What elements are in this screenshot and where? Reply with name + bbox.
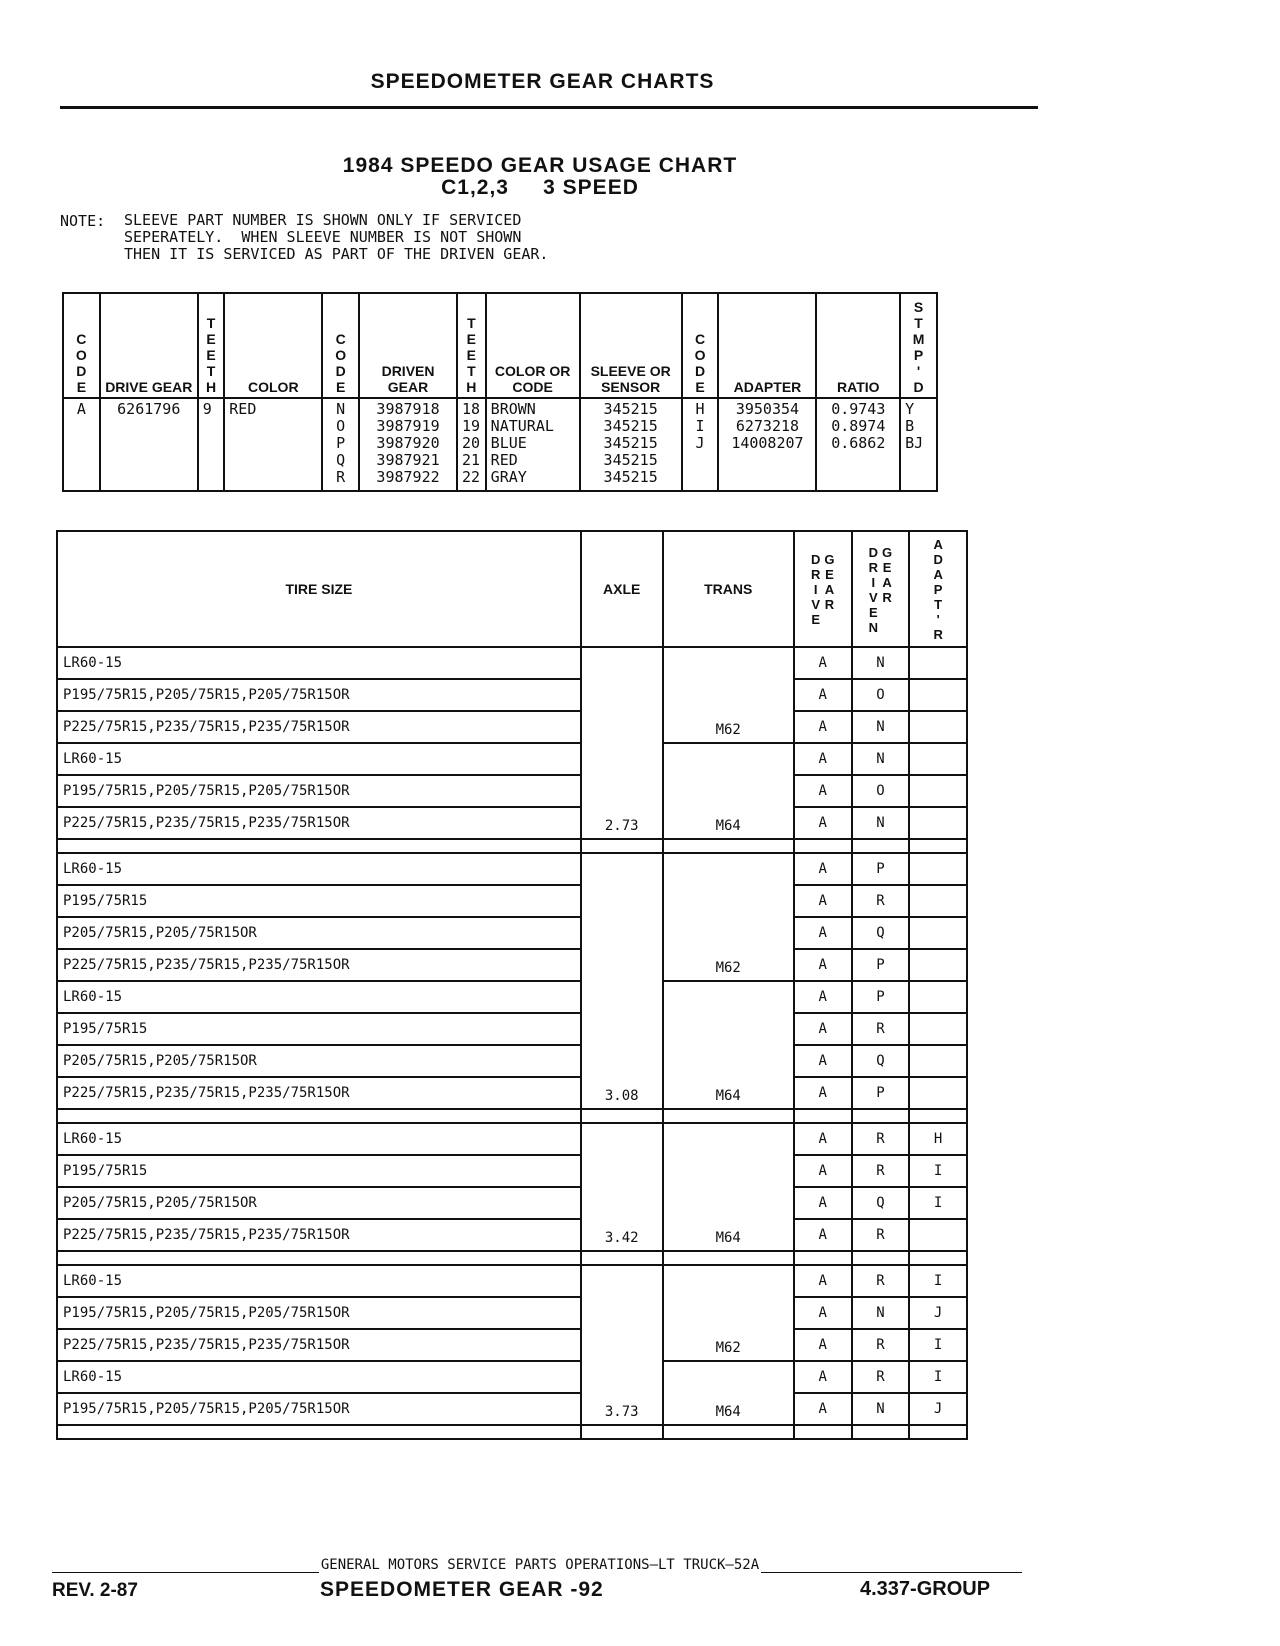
drive-gear-cell: A bbox=[794, 1393, 852, 1425]
separator-cell bbox=[663, 839, 794, 853]
note-text: SLEEVE PART NUMBER IS SHOWN ONLY IF SERVICED SEPERATELY. WHEN SLEEVE NUMBER IS NOT SHOWN THEN IT IS SERVICED AS PART OF THE DRIVEN GEAR. bbox=[124, 211, 549, 263]
header-color-or-code: COLOR OR CODE bbox=[486, 293, 580, 398]
separator-cell bbox=[581, 1109, 663, 1123]
adaptr-cell bbox=[909, 711, 967, 743]
separator-cell bbox=[794, 1109, 852, 1123]
driven-gear-cell: Q bbox=[852, 1045, 910, 1077]
note-label: NOTE: bbox=[60, 212, 106, 230]
cell-teeth2: 18 19 20 21 22 bbox=[457, 398, 486, 491]
trans-cell: M64 bbox=[663, 981, 794, 1109]
header-driven-gear-vert bbox=[852, 531, 910, 647]
separator-cell bbox=[57, 839, 581, 853]
group-separator-row bbox=[57, 1109, 967, 1123]
tire-size-cell: LR60-15 bbox=[57, 981, 581, 1013]
footer-right: 4.337-GROUP bbox=[860, 1578, 991, 1600]
separator-cell bbox=[663, 1425, 794, 1439]
drive-gear-cell: A bbox=[794, 1045, 852, 1077]
header-adapter: ADAPTER bbox=[718, 293, 816, 398]
header-drive-gear: DRIVE GEAR bbox=[100, 293, 198, 398]
separator-cell bbox=[852, 1251, 910, 1265]
gear-table-data-row bbox=[63, 398, 937, 491]
adaptr-cell: I bbox=[909, 1329, 967, 1361]
adaptr-cell: J bbox=[909, 1393, 967, 1425]
driven-gear-cell: R bbox=[852, 1123, 910, 1155]
driven-gear-cell: N bbox=[852, 647, 910, 679]
drive-gear-cell: A bbox=[794, 775, 852, 807]
table-row bbox=[57, 647, 967, 679]
table-row bbox=[57, 853, 967, 885]
group-separator-row bbox=[57, 1425, 967, 1439]
tire-size-cell: P225/75R15,P235/75R15,P235/75R15OR bbox=[57, 711, 581, 743]
adaptr-cell bbox=[909, 981, 967, 1013]
adaptr-cell: J bbox=[909, 1297, 967, 1329]
driven-gear-cell: N bbox=[852, 1393, 910, 1425]
table-row bbox=[57, 917, 967, 949]
driven-gear-cell: P bbox=[852, 981, 910, 1013]
header-rule bbox=[60, 106, 1038, 109]
header-trans: TRANS bbox=[663, 531, 794, 647]
header-color: COLOR bbox=[224, 293, 322, 398]
tire-size-cell: LR60-15 bbox=[57, 1265, 581, 1297]
adaptr-cell bbox=[909, 949, 967, 981]
axle-cell: 2.73 bbox=[581, 647, 663, 839]
table-row bbox=[57, 1123, 967, 1155]
driven-gear-cell: Q bbox=[852, 917, 910, 949]
adaptr-cell bbox=[909, 917, 967, 949]
adaptr-cell: I bbox=[909, 1187, 967, 1219]
table-row bbox=[57, 949, 967, 981]
cell-drive-gear: 6261796 bbox=[100, 398, 198, 491]
page-header-title: SPEEDOMETER GEAR CHARTS bbox=[370, 70, 715, 93]
adaptr-cell: H bbox=[909, 1123, 967, 1155]
drive-gear-cell: A bbox=[794, 1219, 852, 1251]
header-teeth2 bbox=[457, 293, 486, 398]
header-driven-gear-text: D R I V E NG E A R bbox=[868, 544, 893, 635]
table-row bbox=[57, 1329, 967, 1361]
header-teeth2-text: T E E T H bbox=[466, 314, 477, 395]
table-row bbox=[57, 807, 967, 839]
drive-gear-cell: A bbox=[794, 981, 852, 1013]
separator-cell bbox=[794, 839, 852, 853]
drive-gear-cell: A bbox=[794, 1329, 852, 1361]
tire-size-cell: P205/75R15,P205/75R15OR bbox=[57, 1187, 581, 1219]
trans-cell: M64 bbox=[663, 1361, 794, 1425]
tire-size-cell: P225/75R15,P235/75R15,P235/75R15OR bbox=[57, 807, 581, 839]
tire-size-cell: P195/75R15,P205/75R15,P205/75R15OR bbox=[57, 1297, 581, 1329]
separator-cell bbox=[663, 1109, 794, 1123]
drive-gear-cell: A bbox=[794, 711, 852, 743]
trans-cell: M62 bbox=[663, 647, 794, 743]
header-code2-text: C O D E bbox=[335, 330, 347, 395]
drive-gear-cell: A bbox=[794, 1077, 852, 1109]
gear-table-header-row bbox=[63, 293, 937, 398]
driven-gear-cell: N bbox=[852, 743, 910, 775]
tire-size-cell: P195/75R15 bbox=[57, 1155, 581, 1187]
footer-rev: REV. 2-87 bbox=[52, 1580, 138, 1601]
adaptr-cell bbox=[909, 743, 967, 775]
footer-center: SPEEDOMETER GEAR -92 bbox=[320, 1578, 604, 1601]
driven-gear-cell: R bbox=[852, 1329, 910, 1361]
header-adaptr-vert bbox=[909, 531, 967, 647]
tire-size-cell: P205/75R15,P205/75R15OR bbox=[57, 917, 581, 949]
driven-gear-cell: P bbox=[852, 853, 910, 885]
adaptr-cell bbox=[909, 1219, 967, 1251]
drive-gear-cell: A bbox=[794, 949, 852, 981]
footer-line1 bbox=[0, 1557, 1080, 1573]
tire-table bbox=[56, 530, 968, 1440]
header-code3 bbox=[682, 293, 719, 398]
separator-cell bbox=[909, 839, 967, 853]
drive-gear-cell: A bbox=[794, 647, 852, 679]
driven-gear-cell: R bbox=[852, 1013, 910, 1045]
tire-size-cell: LR60-15 bbox=[57, 853, 581, 885]
table-row bbox=[57, 711, 967, 743]
table-row bbox=[57, 1361, 967, 1393]
tire-size-cell: P195/75R15 bbox=[57, 885, 581, 917]
separator-cell bbox=[57, 1109, 581, 1123]
footer-line1-text: GENERAL MOTORS SERVICE PARTS OPERATIONS—LT TRUCK—52A bbox=[320, 1557, 760, 1573]
group-separator-row bbox=[57, 1251, 967, 1265]
table-row bbox=[57, 1187, 967, 1219]
drive-gear-cell: A bbox=[794, 1187, 852, 1219]
drive-gear-cell: A bbox=[794, 1265, 852, 1297]
driven-gear-cell: N bbox=[852, 711, 910, 743]
header-teeth-text: T E E T H bbox=[205, 314, 217, 395]
tire-size-cell: P195/75R15,P205/75R15,P205/75R15OR bbox=[57, 1393, 581, 1425]
separator-cell bbox=[57, 1251, 581, 1265]
chart-title bbox=[300, 155, 780, 199]
adaptr-cell bbox=[909, 1013, 967, 1045]
driven-gear-cell: R bbox=[852, 1361, 910, 1393]
separator-cell bbox=[663, 1251, 794, 1265]
drive-gear-cell: A bbox=[794, 1013, 852, 1045]
tire-size-cell: LR60-15 bbox=[57, 743, 581, 775]
cell-adapters: 3950354 6273218 14008207 bbox=[718, 398, 816, 491]
separator-cell bbox=[909, 1251, 967, 1265]
driven-gear-cell: R bbox=[852, 1155, 910, 1187]
tire-size-cell: P205/75R15,P205/75R15OR bbox=[57, 1045, 581, 1077]
axle-cell: 3.08 bbox=[581, 853, 663, 1109]
table-row bbox=[57, 885, 967, 917]
adaptr-cell: I bbox=[909, 1361, 967, 1393]
drive-gear-cell: A bbox=[794, 743, 852, 775]
tire-size-cell: P195/75R15 bbox=[57, 1013, 581, 1045]
drive-gear-cell: A bbox=[794, 1123, 852, 1155]
chart-title-line1: 1984 SPEEDO GEAR USAGE CHART bbox=[342, 154, 738, 177]
chart-title-line2: C1,2,3 3 SPEED bbox=[441, 176, 639, 199]
header-code3-text: C O D E bbox=[694, 330, 706, 395]
drive-gear-cell: A bbox=[794, 1155, 852, 1187]
adaptr-cell bbox=[909, 885, 967, 917]
adaptr-cell bbox=[909, 647, 967, 679]
table-row bbox=[57, 743, 967, 775]
trans-cell: M62 bbox=[663, 1265, 794, 1361]
cell-code: A bbox=[63, 398, 100, 491]
header-teeth bbox=[198, 293, 225, 398]
tire-size-cell: LR60-15 bbox=[57, 647, 581, 679]
tire-size-cell: P225/75R15,P235/75R15,P235/75R15OR bbox=[57, 949, 581, 981]
adaptr-cell bbox=[909, 853, 967, 885]
cell-stmpd: Y B BJ bbox=[900, 398, 937, 491]
table-row bbox=[57, 1013, 967, 1045]
tire-size-cell: LR60-15 bbox=[57, 1123, 581, 1155]
cell-codes3: H I J bbox=[682, 398, 719, 491]
axle-cell: 3.42 bbox=[581, 1123, 663, 1251]
table-row bbox=[57, 1393, 967, 1425]
separator-cell bbox=[581, 839, 663, 853]
table-row bbox=[57, 679, 967, 711]
drive-gear-cell: A bbox=[794, 917, 852, 949]
cell-colors: BROWN NATURAL BLUE RED GRAY bbox=[486, 398, 580, 491]
trans-cell: M62 bbox=[663, 853, 794, 981]
axle-cell: 3.73 bbox=[581, 1265, 663, 1425]
drive-gear-cell: A bbox=[794, 679, 852, 711]
header-code-text: C O D E bbox=[75, 330, 87, 395]
table-row bbox=[57, 1155, 967, 1187]
table-row bbox=[57, 1297, 967, 1329]
driven-gear-cell: R bbox=[852, 1265, 910, 1297]
adaptr-cell bbox=[909, 775, 967, 807]
adaptr-cell bbox=[909, 679, 967, 711]
table-row bbox=[57, 1219, 967, 1251]
separator-cell bbox=[852, 1425, 910, 1439]
drive-gear-cell: A bbox=[794, 853, 852, 885]
separator-cell bbox=[57, 1425, 581, 1439]
adaptr-cell bbox=[909, 1045, 967, 1077]
adaptr-cell bbox=[909, 1077, 967, 1109]
driven-gear-cell: P bbox=[852, 949, 910, 981]
cell-codes: N O P Q R bbox=[322, 398, 359, 491]
group-separator-row bbox=[57, 839, 967, 853]
header-ratio: RATIO bbox=[816, 293, 900, 398]
drive-gear-cell: A bbox=[794, 885, 852, 917]
driven-gear-cell: R bbox=[852, 885, 910, 917]
cell-sleeves: 345215 345215 345215 345215 345215 bbox=[580, 398, 682, 491]
header-adaptr-text: A D A P T ' R bbox=[933, 537, 943, 642]
header-drive-gear-text: D R I V EG E A R bbox=[810, 552, 835, 627]
driven-gear-cell: P bbox=[852, 1077, 910, 1109]
separator-cell bbox=[794, 1251, 852, 1265]
header-driven-gear: DRIVEN GEAR bbox=[359, 293, 457, 398]
header-stmpd bbox=[900, 293, 937, 398]
trans-cell: M64 bbox=[663, 743, 794, 839]
driven-gear-cell: Q bbox=[852, 1187, 910, 1219]
table-row bbox=[57, 1045, 967, 1077]
header-stmpd-text: S T M P ' D bbox=[912, 298, 925, 395]
tire-size-cell: P225/75R15,P235/75R15,P235/75R15OR bbox=[57, 1329, 581, 1361]
adaptr-cell: I bbox=[909, 1155, 967, 1187]
cell-color: RED bbox=[224, 398, 322, 491]
separator-cell bbox=[581, 1251, 663, 1265]
table-row bbox=[57, 1265, 967, 1297]
separator-cell bbox=[852, 1109, 910, 1123]
tire-table-body bbox=[57, 647, 967, 1439]
separator-cell bbox=[909, 1425, 967, 1439]
drive-gear-cell: A bbox=[794, 807, 852, 839]
header-drive-gear-vert bbox=[794, 531, 852, 647]
separator-cell bbox=[581, 1425, 663, 1439]
header-tire-size: TIRE SIZE bbox=[57, 531, 581, 647]
header-axle: AXLE bbox=[581, 531, 663, 647]
separator-cell bbox=[909, 1109, 967, 1123]
tire-table-header-row bbox=[57, 531, 967, 647]
header-sleeve-or-sensor: SLEEVE OR SENSOR bbox=[580, 293, 682, 398]
adaptr-cell bbox=[909, 807, 967, 839]
driven-gear-cell: O bbox=[852, 679, 910, 711]
tire-size-cell: P195/75R15,P205/75R15,P205/75R15OR bbox=[57, 775, 581, 807]
tire-size-cell: P195/75R15,P205/75R15,P205/75R15OR bbox=[57, 679, 581, 711]
drive-gear-cell: A bbox=[794, 1361, 852, 1393]
adaptr-cell: I bbox=[909, 1265, 967, 1297]
driven-gear-cell: N bbox=[852, 807, 910, 839]
cell-ratios: 0.9743 0.8974 0.6862 bbox=[816, 398, 900, 491]
trans-cell: M64 bbox=[663, 1123, 794, 1251]
table-row bbox=[57, 981, 967, 1013]
separator-cell bbox=[852, 839, 910, 853]
cell-teeth: 9 bbox=[198, 398, 225, 491]
tire-size-cell: LR60-15 bbox=[57, 1361, 581, 1393]
table-row bbox=[57, 1077, 967, 1109]
table-row bbox=[57, 775, 967, 807]
cell-driven-gears: 3987918 3987919 3987920 3987921 3987922 bbox=[359, 398, 457, 491]
header-code bbox=[63, 293, 100, 398]
driven-gear-cell: R bbox=[852, 1219, 910, 1251]
drive-gear-cell: A bbox=[794, 1297, 852, 1329]
driven-gear-cell: N bbox=[852, 1297, 910, 1329]
gear-table bbox=[62, 292, 938, 492]
driven-gear-cell: O bbox=[852, 775, 910, 807]
tire-size-cell: P225/75R15,P235/75R15,P235/75R15OR bbox=[57, 1077, 581, 1109]
separator-cell bbox=[794, 1425, 852, 1439]
header-code2 bbox=[322, 293, 359, 398]
tire-size-cell: P225/75R15,P235/75R15,P235/75R15OR bbox=[57, 1219, 581, 1251]
